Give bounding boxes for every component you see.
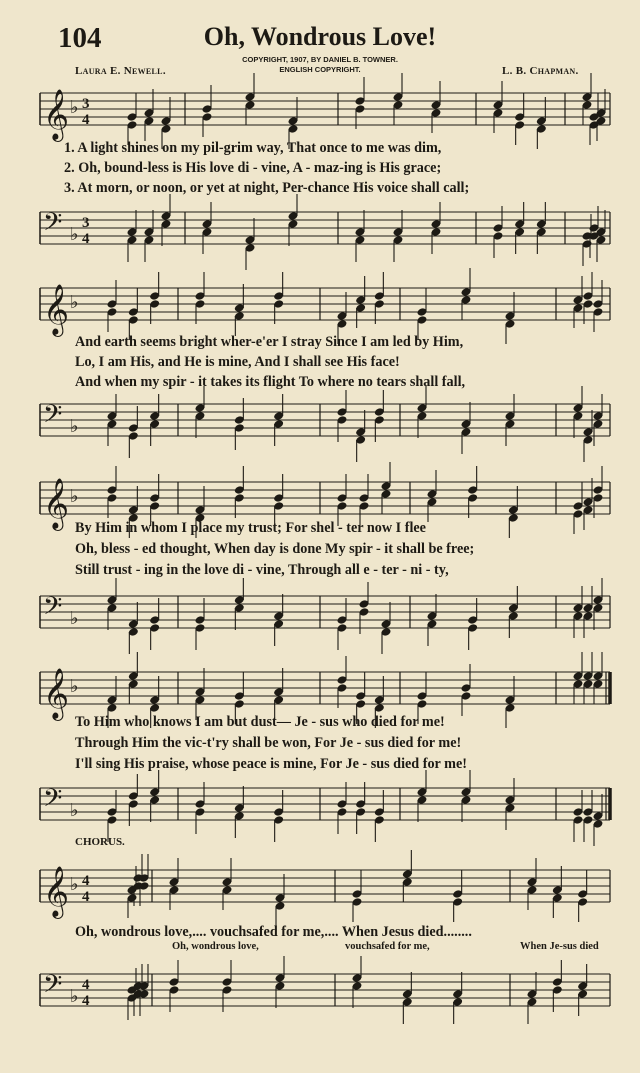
- flat-icon: ♭: [70, 986, 79, 1007]
- bass-staff: [0, 588, 640, 648]
- verse-line: Lo, I am His, and He is mine, And I shall see His face!: [75, 354, 400, 370]
- bass-staff: [0, 966, 640, 1026]
- flat-icon: ♭: [70, 800, 79, 821]
- treble-staff: [0, 280, 640, 340]
- time-signature-top: 4: [82, 873, 90, 889]
- time-signature-bottom: 4: [82, 112, 90, 128]
- treble-staff: [0, 862, 640, 922]
- flat-icon: ♭: [70, 874, 79, 895]
- treble-clef-icon: 𝄞: [43, 89, 70, 140]
- chorus-bass-lyric: vouchsafed for me,: [345, 941, 430, 952]
- chorus-bass-lyric: When Je-sus died: [520, 941, 599, 952]
- bass-clef-icon: 𝄢: [43, 970, 63, 1005]
- treble-clef-icon: 𝄞: [43, 866, 70, 917]
- hymn-number: 104: [58, 22, 102, 54]
- treble-clef-icon: 𝄞: [43, 284, 70, 335]
- chorus-bass-lyric: Oh, wondrous love,: [172, 941, 259, 952]
- verse-line: And when my spir - it takes its flight To where no tears shall fall,: [75, 374, 466, 390]
- bass-clef-icon: 𝄢: [43, 784, 63, 819]
- time-signature-top: 3: [82, 215, 90, 231]
- copyright-line: COPYRIGHT, 1907, BY DANIEL B. TOWNER.: [242, 55, 398, 64]
- flat-icon: ♭: [70, 97, 79, 118]
- verse-line: 3. At morn, or noon, or yet at night, Per-chance His voice shall call;: [64, 180, 470, 196]
- verse-line: By Him in whom I place my trust; For shel - ter now I flee: [75, 520, 426, 536]
- time-signature-top: 4: [82, 977, 90, 993]
- bass-staff: [0, 396, 640, 456]
- verse-line: I'll sing His praise, whose peace is mine, For Je - sus died for me!: [75, 756, 467, 772]
- verse-line: 2. Oh, bound-less is His love di - vine, A - maz-ing is His grace;: [64, 160, 442, 176]
- flat-icon: ♭: [70, 292, 79, 313]
- bass-staff: [0, 204, 640, 264]
- hymn-title: Oh, Wondrous Love!: [203, 22, 437, 51]
- bass-clef-icon: 𝄢: [43, 400, 63, 435]
- bass-staff: [0, 780, 640, 840]
- time-signature-top: 3: [82, 96, 90, 112]
- chorus-lyric: Oh, wondrous love,.... vouchsafed for me,.... When Jesus died........: [75, 924, 472, 940]
- verse-line: Oh, bless - ed thought, When day is done My spir - it shall be free;: [75, 541, 475, 557]
- composer-credit: L. B. Chapman.: [502, 65, 579, 77]
- flat-icon: ♭: [70, 416, 79, 437]
- bass-clef-icon: 𝄢: [43, 208, 63, 243]
- verse-line: 1. A light shines on my pil-grim way, That once to me was dim,: [64, 140, 442, 156]
- verse-line: Still trust - ing in the love di - vine, Through all e - ter - ni - ty,: [75, 562, 449, 578]
- treble-staff: [0, 85, 640, 145]
- copyright-line: ENGLISH COPYRIGHT.: [279, 65, 361, 74]
- verse-line: To Him who knows I am but dust— Je - sus who died for me!: [75, 714, 445, 730]
- flat-icon: ♭: [70, 224, 79, 245]
- verse-line: And earth seems bright wher-e'er I stray Since I am led by Him,: [75, 334, 464, 350]
- author-credit: Laura E. Newell.: [75, 65, 166, 77]
- bass-clef-icon: 𝄢: [43, 592, 63, 627]
- verse-line: Through Him the vic-t'ry shall be won, For Je - sus died for me!: [75, 735, 462, 751]
- treble-clef-icon: 𝄞: [43, 668, 70, 719]
- time-signature-bottom: 4: [82, 993, 90, 1009]
- flat-icon: ♭: [70, 486, 79, 507]
- flat-icon: ♭: [70, 676, 79, 697]
- time-signature-bottom: 4: [82, 231, 90, 247]
- chorus-label: CHORUS.: [75, 836, 125, 848]
- treble-clef-icon: 𝄞: [43, 478, 70, 529]
- time-signature-bottom: 4: [82, 889, 90, 905]
- flat-icon: ♭: [70, 608, 79, 629]
